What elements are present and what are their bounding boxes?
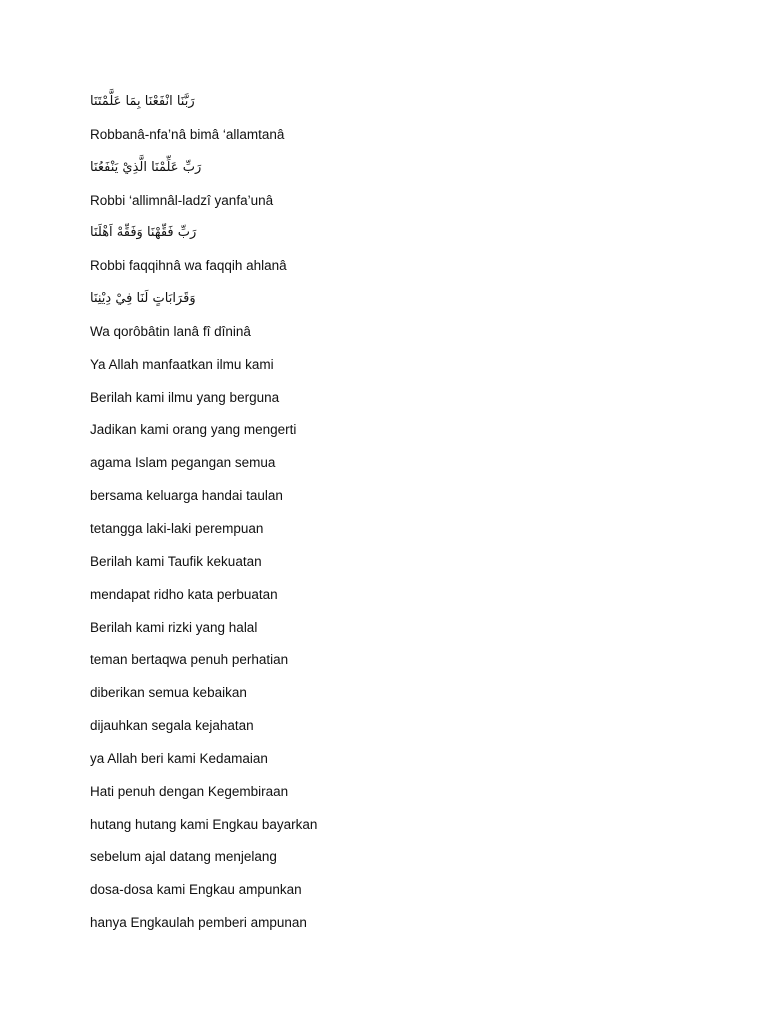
- translation-line: Jadikan kami orang yang mengerti: [90, 422, 297, 438]
- arabic-line: رَبَّنَا انْفَعْنَا بِمَا عَلَّمْتَنَا: [90, 94, 195, 109]
- translation-line: mendapat ridho kata perbuatan: [90, 586, 278, 602]
- translation-line: Berilah kami Taufik kekuatan: [90, 553, 262, 569]
- translation-line: teman bertaqwa penuh perhatian: [90, 652, 289, 668]
- transliteration-line: Wa qorôbâtin lanâ fî dîninâ: [90, 323, 251, 339]
- translation-line: Berilah kami rizki yang halal: [90, 619, 258, 635]
- translation-line: Hati penuh dengan Kegembiraan: [90, 783, 289, 799]
- translation-line: dosa-dosa kami Engkau ampunkan: [90, 882, 302, 898]
- translation-line: bersama keluarga handai taulan: [90, 488, 283, 504]
- translation-line: hanya Engkaulah pemberi ampunan: [90, 915, 307, 931]
- translation-line: agama Islam pegangan semua: [90, 455, 276, 471]
- translation-line: dijauhkan segala kejahatan: [90, 718, 254, 734]
- arabic-line: رَبِّ عَلِّمْنَا الَّذِيْ يَنْفَعُنَا: [90, 159, 202, 175]
- transliteration-line: Robbi faqqihnâ wa faqqih ahlanâ: [90, 258, 287, 274]
- transliteration-line: Robbanâ-nfa’nâ bimâ ‘allamtanâ: [90, 126, 285, 142]
- translation-line: diberikan semua kebaikan: [90, 685, 247, 701]
- translation-line: hutang hutang kami Engkau bayarkan: [90, 816, 318, 832]
- translation-line: ya Allah beri kami Kedamaian: [90, 750, 268, 766]
- prayer-text-block: [90, 86, 710, 940]
- translation-line: Berilah kami ilmu yang berguna: [90, 389, 280, 405]
- arabic-line: وَقَرَابَاتٍ لَنَا فِيْ دِيْنِنَا: [90, 291, 196, 307]
- transliteration-line: Robbi ‘allimnâl-ladzî yanfa’unâ: [90, 192, 274, 208]
- translation-line: tetangga laki-laki perempuan: [90, 520, 264, 536]
- arabic-line: رَبِّ فَقِّهْنَا وَفَقِّهْ اَهْلَنَا: [90, 225, 197, 241]
- translation-line: Ya Allah manfaatkan ilmu kami: [90, 356, 274, 372]
- translation-line: sebelum ajal datang menjelang: [90, 849, 277, 865]
